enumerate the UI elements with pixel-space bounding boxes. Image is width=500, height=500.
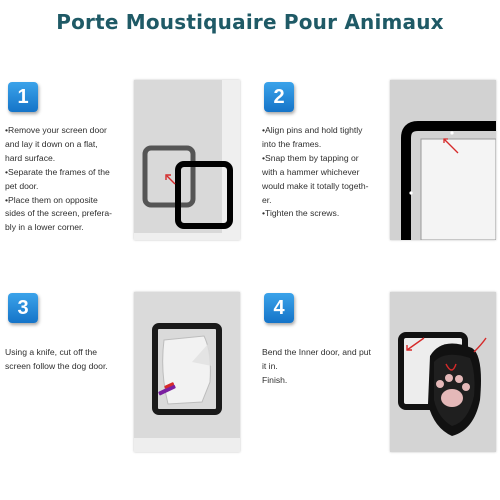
step-instructions (262, 124, 369, 221)
instruction-line: Bend the Inner door, and put (262, 347, 371, 357)
instruction-line: •Place them on opposite (5, 194, 98, 205)
step-number-badge: 2 (264, 82, 294, 112)
step-1-illustration (134, 80, 240, 240)
instruction-line: hard surface. (5, 152, 56, 163)
page-title: Porte Moustiquaire Pour Animaux (56, 10, 444, 34)
instruction-line: •Tighten the screws. (262, 208, 340, 219)
instruction-line: er. (262, 194, 272, 205)
instruction-line: •Snap them by tapping or (262, 152, 359, 163)
instruction-line: would make it totally togeth- (262, 180, 369, 191)
instruction-line: •Remove your screen door (5, 125, 107, 135)
step-3-illustration (134, 292, 240, 452)
instruction-line: Finish. (262, 374, 288, 385)
instruction-line: •Separate the frames of the (5, 166, 110, 177)
instruction-line: into the frames. (262, 138, 322, 149)
instruction-line: bly in a lower corner. (5, 222, 84, 233)
instruction-line: with a hammer whichever (262, 166, 360, 177)
instruction-line: sides of the screen, prefera- (5, 208, 112, 219)
instruction-line: •Align pins and hold tightly (262, 125, 363, 135)
step-number-badge: 1 (8, 82, 38, 112)
step-instructions (262, 346, 371, 388)
step-instructions (5, 346, 108, 374)
instruction-line: pet door. (5, 180, 39, 191)
step-4-illustration (390, 292, 496, 452)
step-2-illustration (390, 80, 496, 240)
step-number-badge: 3 (8, 293, 38, 323)
step-instructions (5, 124, 112, 235)
instruction-line: screen follow the dog door. (5, 360, 108, 371)
instruction-line: and lay it down on a flat, (5, 138, 98, 149)
instruction-line: Using a knife, cut off the (5, 347, 98, 357)
instruction-line: it in. (262, 360, 278, 371)
step-number-badge: 4 (264, 293, 294, 323)
